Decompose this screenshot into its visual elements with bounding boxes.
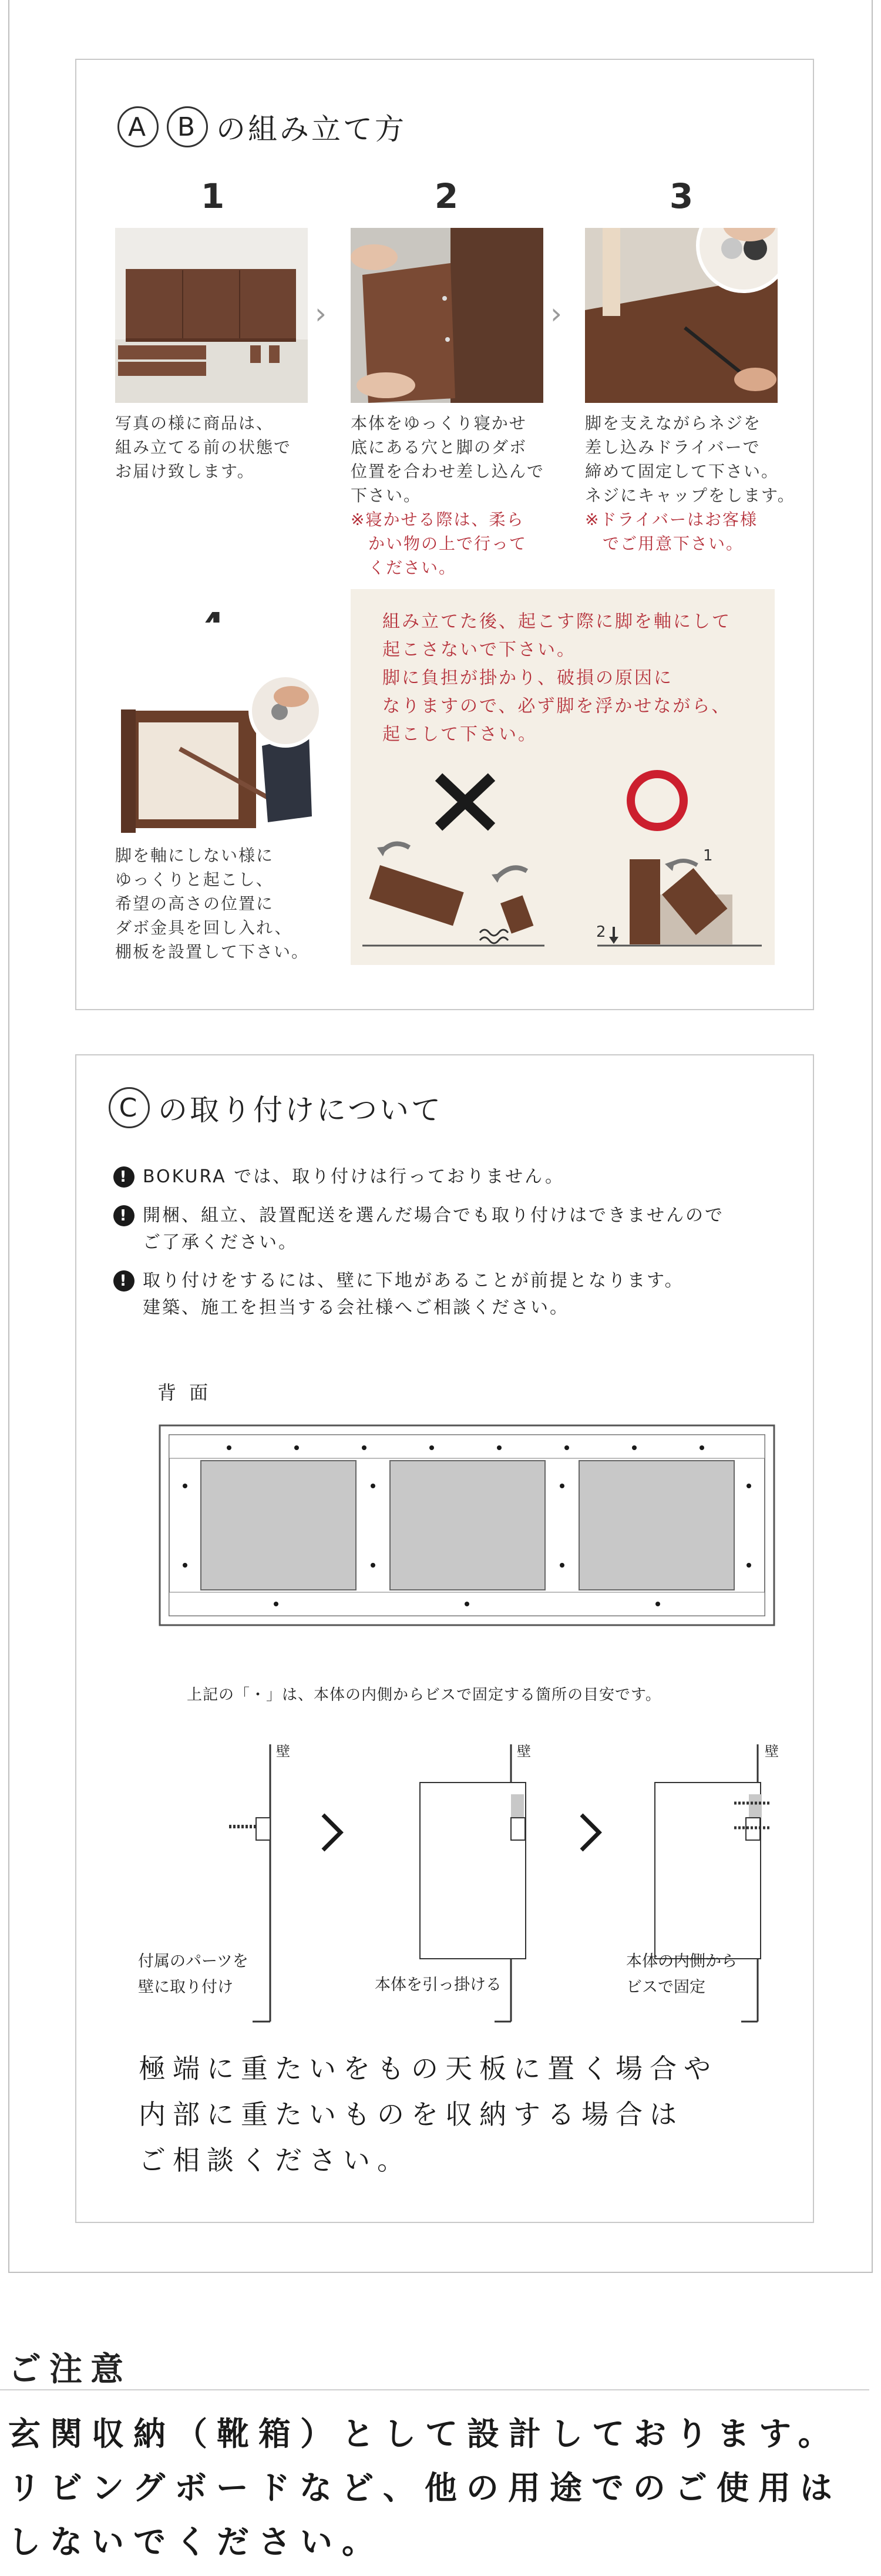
heavy-item-message: 極端に重たいをもの天板に置く場合や 内部に重たいものを収納する場合は ご相談ください。 [139,2053,718,2176]
assembly-title-text: の組み立て方 [216,112,406,146]
step-3-number: 3 [669,176,694,216]
caution-text: 玄関収納（靴箱）として設計しております。 リビングボードなど、他の用途でのご使用は しないでください。 [8,2415,842,2561]
step-4-photo [115,623,338,834]
notice-text: BOKURA では、取り付けは行っておりません。 [143,1166,564,1187]
chevron-right-icon: › [550,297,562,331]
step-1-number: 1 [200,176,225,216]
caution-title: ご注意 [8,2350,132,2389]
mount-step-1-text: 付属のパーツを 壁に取り付け [138,1952,248,1996]
warning-panel [351,589,775,965]
chevron-right-icon: › [315,297,327,331]
mounting-title [109,1087,443,1129]
circle-letter-b: B [167,106,208,147]
back-panel-diagram [159,1424,776,1630]
caution-divider [0,2389,869,2390]
step-3-note: ※ドライバーはお客様 でご用意下さい。 [585,510,758,553]
exclamation-icon: ! [113,1270,134,1292]
step-1-photo [115,228,308,403]
assembly-title [117,106,406,148]
wall-label: 壁 [276,1743,291,1760]
step-3-photo [585,228,778,403]
notice-text: 取り付けをするには、壁に下地があることが前提となります。 建築、施工を担当する会社様へご相談ください。 [143,1270,684,1318]
step-1-text: 写真の様に商品は、 組み立てる前の状態で お届け致します。 [115,413,292,481]
notice-text: 開梱、組立、設置配送を選んだ場合でも取り付けはできませんので ご了承ください。 [143,1205,724,1253]
diagram-step-1-label: 1 [703,847,713,865]
mounting-title-text: の取り付けについて [158,1093,443,1127]
correct-circle-icon [631,774,684,827]
screw-caption: 上記の「・」は、本体の内側からビスで固定する箇所の目安です。 [187,1686,661,1704]
notice-item [113,1202,795,1256]
mount-step-3-text: 本体の内側から ビスで固定 [626,1952,737,1996]
notice-item [113,1267,795,1321]
step-2-text: 本体をゆっくり寝かせ 底にある穴と脚のダボ 位置を合わせ差し込んで 下さい。 [351,413,545,505]
mount-step-2-text: 本体を引っ掛ける [375,1976,502,1994]
back-label: 背 面 [157,1381,212,1404]
warning-text: 組み立てた後、起こす際に脚を軸にして 起こさないで下さい。 脚に負担が掛かり、破損の原因に なりますので、必ず脚を浮かせながら、 起こして下さい。 [382,611,731,745]
exclamation-icon: ! [113,1205,134,1226]
step-3-text: 脚を支えながらネジを 差し込みドライバーで 締めて固定して下さい。 ネジにキャップをします。 [585,413,795,505]
diagram-step-2-label: 2 [596,923,606,941]
step-4-text: 脚を軸にしない様に ゆっくりと起こし、 希望の高さの位置に ダボ金具を回し入れ、 棚板を設置して下さい。 [115,846,310,961]
wall-label: 壁 [765,1743,779,1760]
step-2-note: ※寝かせる際は、柔ら かい物の上で行って ください。 [351,510,527,577]
exclamation-icon: ! [113,1166,134,1188]
circle-letter-a: A [117,106,159,147]
notice-item [113,1163,795,1191]
lift-diagram [351,589,775,965]
wall-label: 壁 [517,1743,532,1760]
step-2-photo [351,228,543,403]
wrong-x-icon [439,777,492,827]
circle-letter-c: C [109,1087,150,1128]
step-2-number: 2 [434,176,459,216]
